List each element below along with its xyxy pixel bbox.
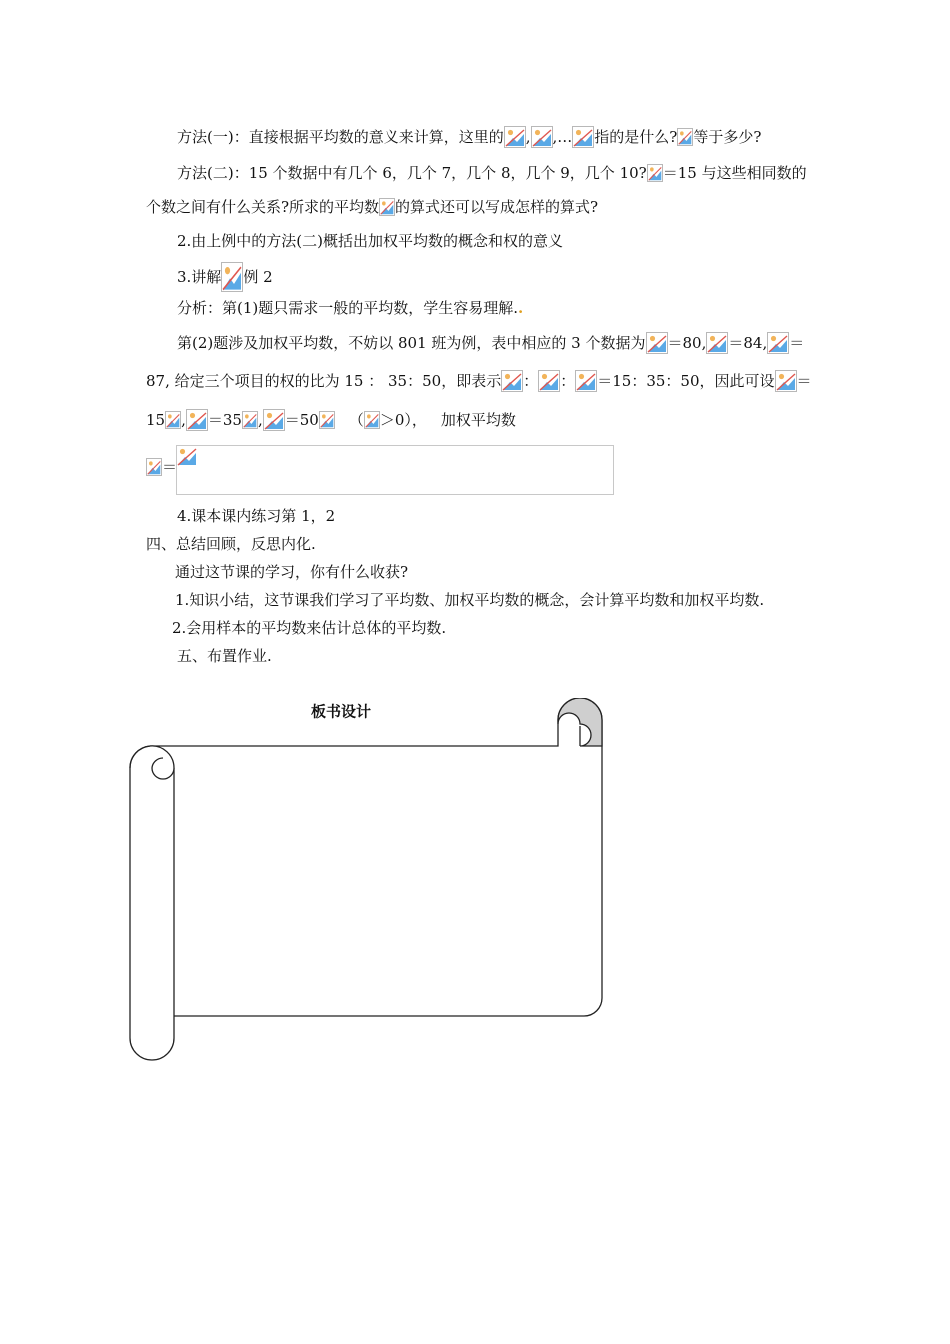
broken-image-icon bbox=[364, 411, 380, 429]
broken-image-icon bbox=[242, 411, 258, 429]
line-method-1: 方法(一)：直接根据平均数的意义来计算，这里的 , ,… 指的是什么? 等于多少? bbox=[177, 128, 762, 146]
broken-image-icon bbox=[775, 370, 797, 392]
line-analysis: 分析：第(1)题只需求一般的平均数，学生容易理解.. bbox=[177, 299, 524, 317]
line-point-3: 3.讲解 例 2 bbox=[177, 262, 273, 292]
broken-image-icon bbox=[263, 409, 285, 431]
line-point-2: 2.由上例中的方法(二)概括出加权平均数的概念和权的意义 bbox=[177, 232, 564, 250]
section-four-heading: 四、总结回顾，反思内化. bbox=[146, 535, 316, 553]
line-question-2: 第(2)题涉及加权平均数，不妨以 801 班为例，表中相应的 3 个数据为 ＝80, ＝84, ＝ bbox=[177, 334, 805, 352]
line-summary-1: 1.知识小结，这节课我们学习了平均数、加权平均数的概念，会计算平均数和加权平均数. bbox=[175, 591, 765, 609]
broken-image-icon bbox=[165, 411, 181, 429]
broken-image-icon bbox=[575, 370, 597, 392]
broken-image-icon bbox=[221, 262, 243, 292]
line-point-4: 4.课本课内练习第 1，2 bbox=[177, 507, 336, 525]
line-method-2: 方法(二)：15 个数据中有几个 6，几个 7，几个 8，几个 9，几个 10? ＝15 与这些相同数的 bbox=[177, 164, 807, 182]
broken-image-icon bbox=[646, 332, 668, 354]
board-design-title: 板书设计 bbox=[311, 702, 372, 721]
broken-image-icon bbox=[319, 411, 335, 429]
line-summary-2: 2.会用样本的平均数来估计总体的平均数. bbox=[172, 619, 447, 637]
line-method-2-cont: 个数之间有什么关系?所求的平均数 的算式还可以写成怎样的算式? bbox=[146, 198, 599, 216]
broken-image-icon bbox=[504, 126, 526, 148]
broken-image-icon bbox=[531, 126, 553, 148]
broken-image-icon bbox=[177, 446, 197, 466]
scroll-banner-shape bbox=[126, 698, 608, 1068]
broken-image-icon bbox=[572, 126, 594, 148]
section-five-heading: 五、布置作业. bbox=[177, 647, 272, 665]
broken-image-icon bbox=[146, 458, 162, 476]
broken-image-icon bbox=[677, 128, 693, 146]
line-weight-values: 15 , ＝35 , ＝50 （ ＞0）， 加权平均数 bbox=[146, 411, 516, 429]
accent-dot: . bbox=[518, 299, 524, 317]
line-reflection-question: 通过这节课的学习，你有什么收获? bbox=[175, 563, 409, 581]
formula-image-box bbox=[176, 445, 614, 495]
broken-image-icon bbox=[647, 164, 663, 182]
line-weighted-formula: ＝ bbox=[146, 456, 177, 477]
broken-image-icon bbox=[538, 370, 560, 392]
line-weights: 87, 给定三个项目的权的比为 15 ： 35：50，即表示 ： ： ＝15：35：50，因此可设 ＝ bbox=[146, 372, 812, 390]
broken-image-icon bbox=[379, 198, 395, 216]
broken-image-icon bbox=[186, 409, 208, 431]
broken-image-icon bbox=[501, 370, 523, 392]
broken-image-icon bbox=[706, 332, 728, 354]
broken-image-icon bbox=[767, 332, 789, 354]
